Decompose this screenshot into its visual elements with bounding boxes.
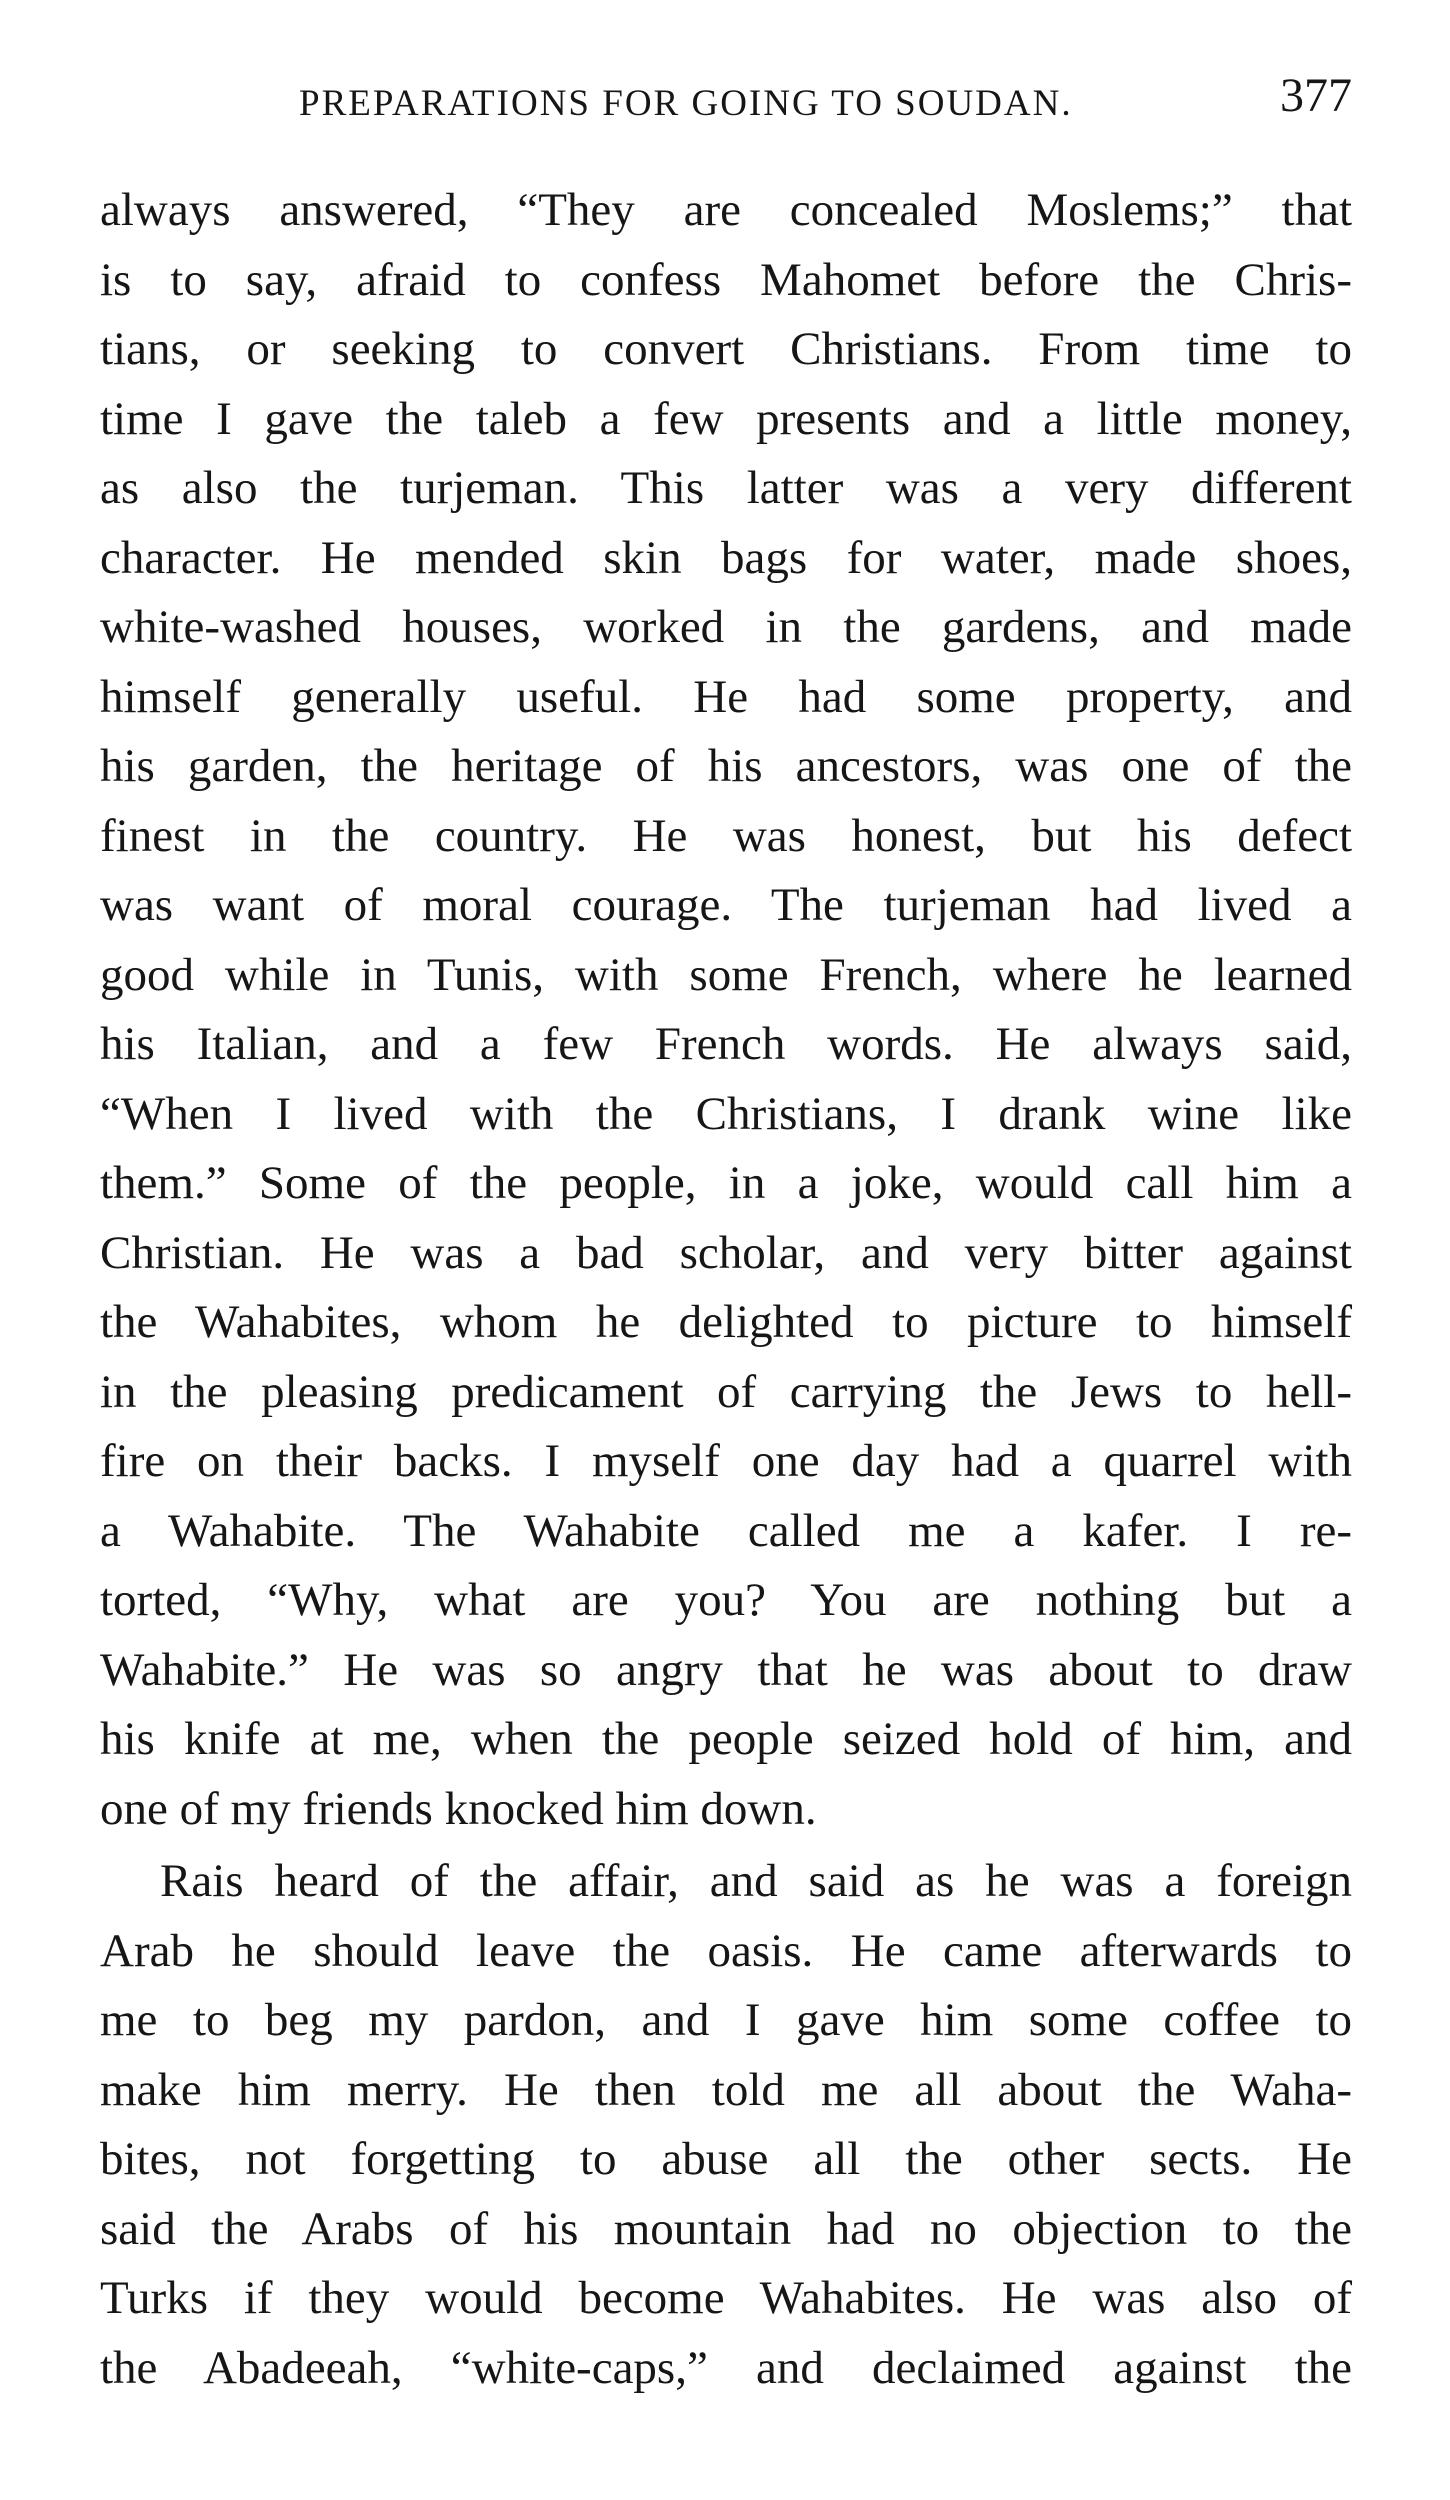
text-line: Wahabite.” He was so angry that he was about to draw xyxy=(100,1643,1352,1696)
text-line: himself generally useful. He had some property, and xyxy=(100,670,1352,723)
text-line: tians, or seeking to convert Christians. From time to xyxy=(100,323,1352,375)
text-line: his Italian, and a few French words. He always said, xyxy=(100,1018,1352,1070)
text-line: Turks if they would become Wahabites. He was also of xyxy=(100,2272,1352,2324)
paragraph-2 xyxy=(100,1847,1352,2403)
text-line: make him merry. He then told me all about the Waha- xyxy=(100,2063,1352,2116)
text-line: me to beg my pardon, and I gave him some coffee to xyxy=(100,1994,1352,2046)
text-line: white-washed houses, worked in the gardens, and made xyxy=(100,601,1352,653)
page-number: 377 xyxy=(1280,69,1352,122)
text-line: his garden, the heritage of his ancestors, was one of the xyxy=(100,740,1352,792)
text-line: a Wahabite. The Wahabite called me a kafer. I re- xyxy=(100,1504,1352,1557)
text-line: character. He mended skin bags for water, made shoes, xyxy=(100,531,1352,584)
text-line: said the Arabs of his mountain had no objection to the xyxy=(100,2202,1352,2255)
text-line: as also the turjeman. This latter was a very different xyxy=(100,462,1352,514)
text-line: his knife at me, when the people seized hold of him, and xyxy=(100,1713,1352,1765)
text-line: the Wahabites, whom he delighted to picture to himself xyxy=(100,1296,1352,1348)
text-line: one of my friends knocked him down. xyxy=(100,1782,817,1835)
text-line: Rais heard of the affair, and said as he was a foreign xyxy=(160,1855,1352,1907)
text-line: is to say, afraid to confess Mahomet before the Chris- xyxy=(100,253,1352,306)
page-header xyxy=(100,68,1352,138)
text-line: was want of moral courage. The turjeman had lived a xyxy=(100,879,1352,931)
text-line: “When I lived with the Christians, I drank wine like xyxy=(100,1087,1352,1140)
text-line: in the pleasing predicament of carrying the Jews to hell- xyxy=(100,1365,1352,1418)
text-line: time I gave the taleb a few presents and a little money, xyxy=(100,392,1352,445)
text-line: torted, “Why, what are you? You are nothing but a xyxy=(100,1574,1352,1626)
text-line: good while in Tunis, with some French, where he learned xyxy=(100,948,1352,1001)
body-text xyxy=(100,176,1352,2403)
text-line: the Abadeeah, “white-caps,” and declaimed against the xyxy=(100,2341,1352,2394)
text-line: them.” Some of the people, in a joke, would call him a xyxy=(100,1157,1352,1209)
text-line: Christian. He was a bad scholar, and very bitter against xyxy=(100,1226,1352,1279)
text-line: finest in the country. He was honest, but his defect xyxy=(100,809,1352,862)
text-line: Arab he should leave the oasis. He came afterwards to xyxy=(100,1924,1352,1977)
text-line: bites, not forgetting to abuse all the other sects. He xyxy=(100,2133,1352,2185)
running-head: PREPARATIONS FOR GOING TO SOUDAN. xyxy=(299,83,1073,124)
text-line: fire on their backs. I myself one day had a quarrel with xyxy=(100,1435,1352,1487)
text-line: always answered, “They are concealed Moslems;” that xyxy=(100,184,1352,236)
paragraph-1 xyxy=(100,176,1352,1844)
